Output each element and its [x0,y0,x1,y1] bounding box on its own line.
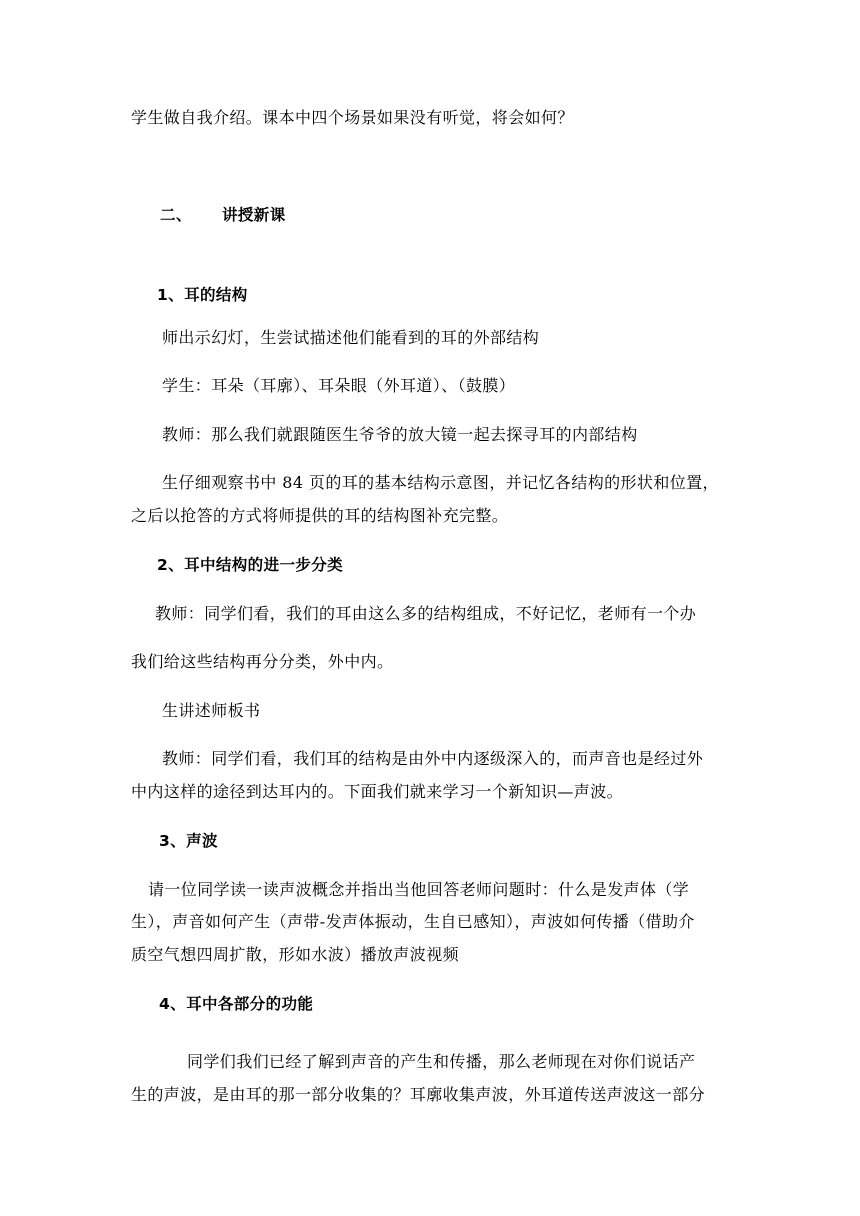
paragraph-line: 同学们我们已经了解到声音的产生和传播，那么老师现在对你们说话产 [187,1052,696,1071]
paragraph-line: 我们给这些结构再分分类，外中内。 [131,652,394,671]
paragraph-line: 生），声音如何产生（声带-发声体振动，生自已感知），声波如何传播（借助介 [131,912,695,931]
section-two-number: 二、 [160,206,192,224]
paragraph-line: 生的声波，是由耳的那一部分收集的？耳廓收集声波，外耳道传送声波这一部分 [131,1085,706,1104]
subsection-heading-ear-functions: 4、耳中各部分的功能 [159,995,314,1013]
paragraph-line: 学生：耳朵（耳廓）、耳朵眼（外耳道）、（鼓膜） [162,376,516,395]
paragraph-line: 教师：同学们看，我们耳的结构是由外中内逐级深入的，而声音也是经过外 [162,749,704,768]
paragraph-line: 之后以抢答的方式将师提供的耳的结构图补充完整。 [131,506,509,525]
paragraph-line: 请一位同学读一读声波概念并指出当他回答老师问题时：什么是发声体（学 [148,880,690,899]
paragraph-line: 中内这样的途径到达耳内的。下面我们就来学习一个新知识—声波。 [131,782,624,801]
paragraph-line: 生仔细观察书中 84 页的耳的基本结构示意图，并记忆各结构的形状和位置， [162,473,719,492]
subsection-heading-ear-classification: 2、耳中结构的进一步分类 [157,556,344,574]
intro-line: 学生做自我介绍。课本中四个场景如果没有听觉，将会如何？ [131,108,574,127]
paragraph-line: 教师：那么我们就跟随医生爷爷的放大镜一起去探寻耳的内部结构 [162,425,638,444]
section-two-title: 讲授新课 [222,206,286,224]
subsection-heading-sound-wave: 3、声波 [159,832,218,850]
paragraph-line: 教师：同学们看，我们的耳由这么多的结构组成，不好记忆，老师有一个办 [155,604,697,623]
paragraph-line: 质空气想四周扩散，形如水波）播放声波视频 [131,945,460,964]
paragraph-line: 师出示幻灯，生尝试描述他们能看到的耳的外部结构 [162,328,540,347]
subsection-heading-ear-structure: 1、耳的结构 [157,286,248,304]
paragraph-line: 生讲述师板书 [162,701,261,720]
